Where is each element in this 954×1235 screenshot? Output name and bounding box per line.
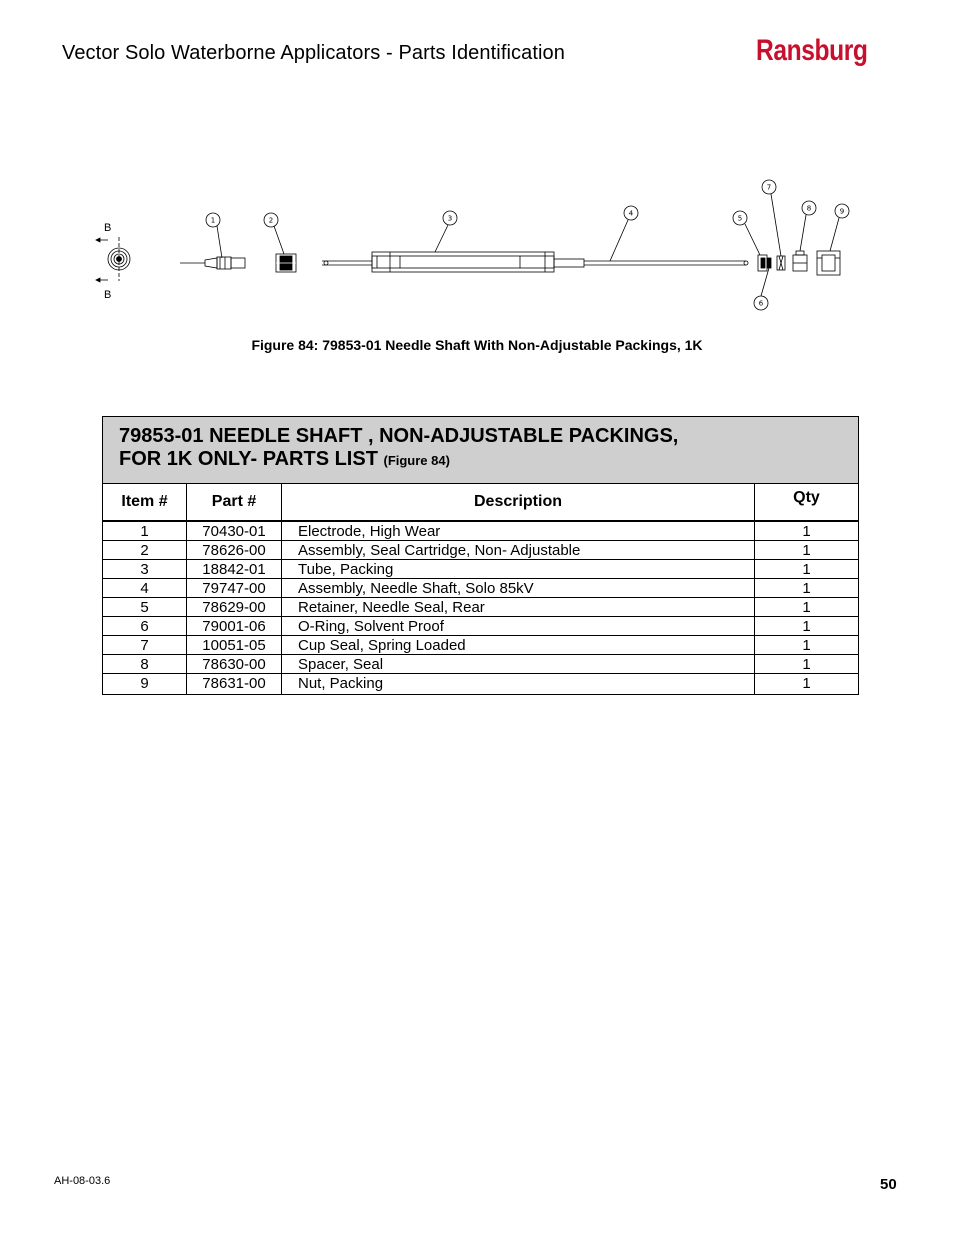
cell-part: 79747-00 — [187, 579, 282, 598]
cell-part: 78630-00 — [187, 655, 282, 674]
parts-list-title — [103, 417, 858, 484]
cell-item: 4 — [103, 579, 187, 598]
table-row — [103, 560, 858, 579]
cell-qty: 1 — [755, 636, 859, 655]
part-2-seal-cartridge — [276, 254, 296, 272]
part-6-o-ring — [767, 258, 771, 268]
table-row — [103, 617, 858, 636]
cell-part: 70430-01 — [187, 521, 282, 541]
cell-item: 7 — [103, 636, 187, 655]
part-5-retainer — [758, 255, 767, 271]
table-row — [103, 598, 858, 617]
part-4-needle-shaft — [554, 259, 748, 267]
parts-list-title-line2-text: FOR 1K ONLY- PARTS LIST — [119, 448, 378, 470]
column-header-description: Description — [282, 484, 755, 521]
cell-qty: 1 — [755, 579, 859, 598]
cell-item: 5 — [103, 598, 187, 617]
table-row — [103, 579, 858, 598]
table-row — [103, 655, 858, 674]
cell-part: 78631-00 — [187, 674, 282, 695]
table-header-row — [103, 484, 858, 521]
cell-item: 9 — [103, 674, 187, 695]
needle-shaft-drawing — [90, 170, 860, 320]
cell-part: 79001-06 — [187, 617, 282, 636]
cell-qty: 1 — [755, 560, 859, 579]
parts-list-title-line1: 79853-01 NEEDLE SHAFT , NON-ADJUSTABLE PACKINGS, — [119, 425, 679, 447]
parts-list-table — [102, 416, 859, 695]
table-row — [103, 636, 858, 655]
cell-part: 10051-05 — [187, 636, 282, 655]
page-number: 50 — [880, 1176, 897, 1193]
cell-qty: 1 — [755, 617, 859, 636]
page-title: Vector Solo Waterborne Applicators - Parts Identification — [62, 42, 565, 64]
brand-logo: Ransburg — [756, 34, 868, 67]
parts-list-figure-ref: (Figure 84) — [383, 453, 450, 468]
part-9-packing-nut — [817, 251, 840, 275]
part-1-electrode — [180, 257, 245, 269]
callout-7: 7 — [766, 183, 772, 192]
cell-qty: 1 — [755, 598, 859, 617]
column-header-item: Item # — [103, 484, 187, 521]
column-header-qty: Qty — [755, 484, 859, 521]
section-view-b-b — [96, 237, 130, 282]
cell-item: 3 — [103, 560, 187, 579]
part-7-cup-seal — [777, 256, 785, 270]
cell-description: Retainer, Needle Seal, Rear — [282, 598, 755, 617]
section-letter-bottom: B — [104, 289, 112, 301]
callout-2: 2 — [268, 216, 274, 225]
cell-description: Assembly, Needle Shaft, Solo 85kV — [282, 579, 755, 598]
callout-6: 6 — [758, 299, 764, 308]
cell-part: 78629-00 — [187, 598, 282, 617]
cell-description: Assembly, Seal Cartridge, Non- Adjustable — [282, 541, 755, 560]
cell-item: 1 — [103, 521, 187, 541]
part-3-packing-tube — [322, 252, 554, 272]
callout-leaders — [206, 180, 849, 310]
cell-description: Cup Seal, Spring Loaded — [282, 636, 755, 655]
callout-3: 3 — [447, 214, 453, 223]
cell-description: O-Ring, Solvent Proof — [282, 617, 755, 636]
table-row — [103, 674, 858, 695]
cell-qty: 1 — [755, 521, 859, 541]
part-8-spacer — [793, 251, 807, 271]
callout-1: 1 — [210, 216, 216, 225]
figure-caption: Figure 84: 79853-01 Needle Shaft With Non-Adjustable Packings, 1K — [251, 337, 703, 353]
cell-item: 8 — [103, 655, 187, 674]
cell-qty: 1 — [755, 541, 859, 560]
callout-8: 8 — [806, 204, 812, 213]
table-row — [103, 521, 858, 541]
callout-9: 9 — [839, 207, 845, 216]
cell-qty: 1 — [802, 674, 811, 692]
column-header-part: Part # — [187, 484, 282, 521]
callout-5: 5 — [737, 214, 743, 223]
cell-qty: 1 — [755, 655, 859, 674]
cell-part: 18842-01 — [187, 560, 282, 579]
callout-4: 4 — [628, 209, 634, 218]
parts-list-title-line2 — [119, 448, 842, 472]
cell-item: 6 — [103, 617, 187, 636]
document-code: AH-08-03.6 — [54, 1175, 111, 1187]
section-letter-top: B — [104, 222, 112, 234]
table-row — [103, 541, 858, 560]
cell-description: Electrode, High Wear — [282, 521, 755, 541]
cell-description: Tube, Packing — [282, 560, 755, 579]
cell-part: 78626-00 — [187, 541, 282, 560]
cell-description: Nut, Packing — [282, 674, 755, 695]
cell-description: Spacer, Seal — [282, 655, 755, 674]
cell-item: 2 — [103, 541, 187, 560]
